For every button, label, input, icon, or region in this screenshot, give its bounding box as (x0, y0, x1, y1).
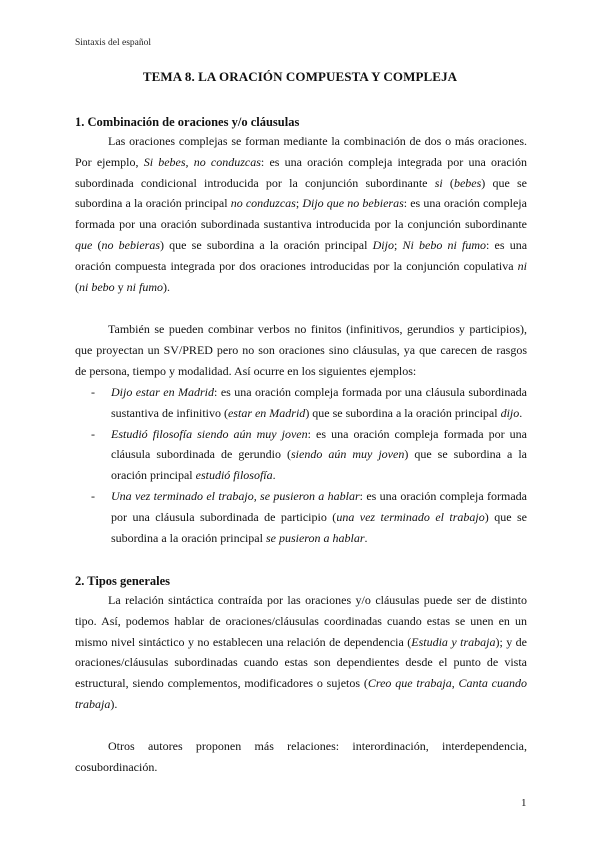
section-1-heading: 1. Combinación de oraciones y/o cláusulas (75, 115, 300, 129)
document-title: TEMA 8. LA ORACIÓN COMPUESTA Y COMPLEJA (142, 69, 458, 84)
list-item: - Una vez terminado el trabajo, se pusieron a hablar: es una oración compleja formada por una cláusula subordinada de participio (una vez terminado el trabajo) que se subordina a la oración principal se pusieron a hablar. (91, 488, 527, 545)
section-2-heading: 2. Tipos generales (75, 574, 171, 588)
example-list (75, 382, 527, 548)
page-number: 1 (521, 797, 527, 809)
list-item: - Estudió filosofía siendo aún muy joven: es una oración compleja formada por una cláusula subordinada de gerundio (siendo aún muy joven) que se subordina a la oración principal estudió filosofía. (91, 426, 527, 483)
section-1-paragraph-1: Las oraciones complejas se forman mediante la combinación de dos o más oraciones. Por ejemplo, Si bebes, no conduzcas: es una oración compleja integrada por una oración subordinada condicional introducida por la conjunción subordinante si (bebes) que se subordina a la oración principal no conduzcas; Dijo que no bebieras: es una oración compleja formada por una oración subordinada sustantiva introducida por la conjunción subordinante que (no bebieras) que se subordina a la oración principal Dijo; Ni bebo ni fumo: es una oración compuesta integrada por dos oraciones introducidas por la conjunción copulativa ni (ni bebo y ni fumo). (75, 134, 528, 294)
section-2-paragraph-1: La relación sintáctica contraída por las oraciones y/o cláusulas puede ser de distinto tipo. Así, podemos hablar de oraciones/cláusulas coordinadas cuando estas se unen en un mismo nivel sintáctico y no establecen una relación de dependencia (Estudia y trabaja); y de oraciones/cláusulas subordinadas cuando estas son dependientes desde el punto de vista estructural, siendo complementos, modificadores o sujetos (Creo que trabaja, Canta cuando trabaja). (75, 593, 528, 711)
section-2-paragraph-2: Otros autores proponen más relaciones: interordinación, interdependencia, cosubordinación. (75, 739, 527, 774)
running-header: Sintaxis del español (75, 38, 151, 48)
list-item: - Dijo estar en Madrid: es una oración compleja formada por una cláusula subordinada sustantiva de infinitivo (estar en Madrid) que se subordina a la oración principal dijo. (91, 385, 527, 420)
section-1-paragraph-2: También se pueden combinar verbos no finitos (infinitivos, gerundios y participios), que proyectan un SV/PRED pero no son oraciones sino cláusulas, ya que carecen de rasgos de persona, tiempo y modalidad. Así ocurre en los siguientes ejemplos: (75, 322, 527, 378)
